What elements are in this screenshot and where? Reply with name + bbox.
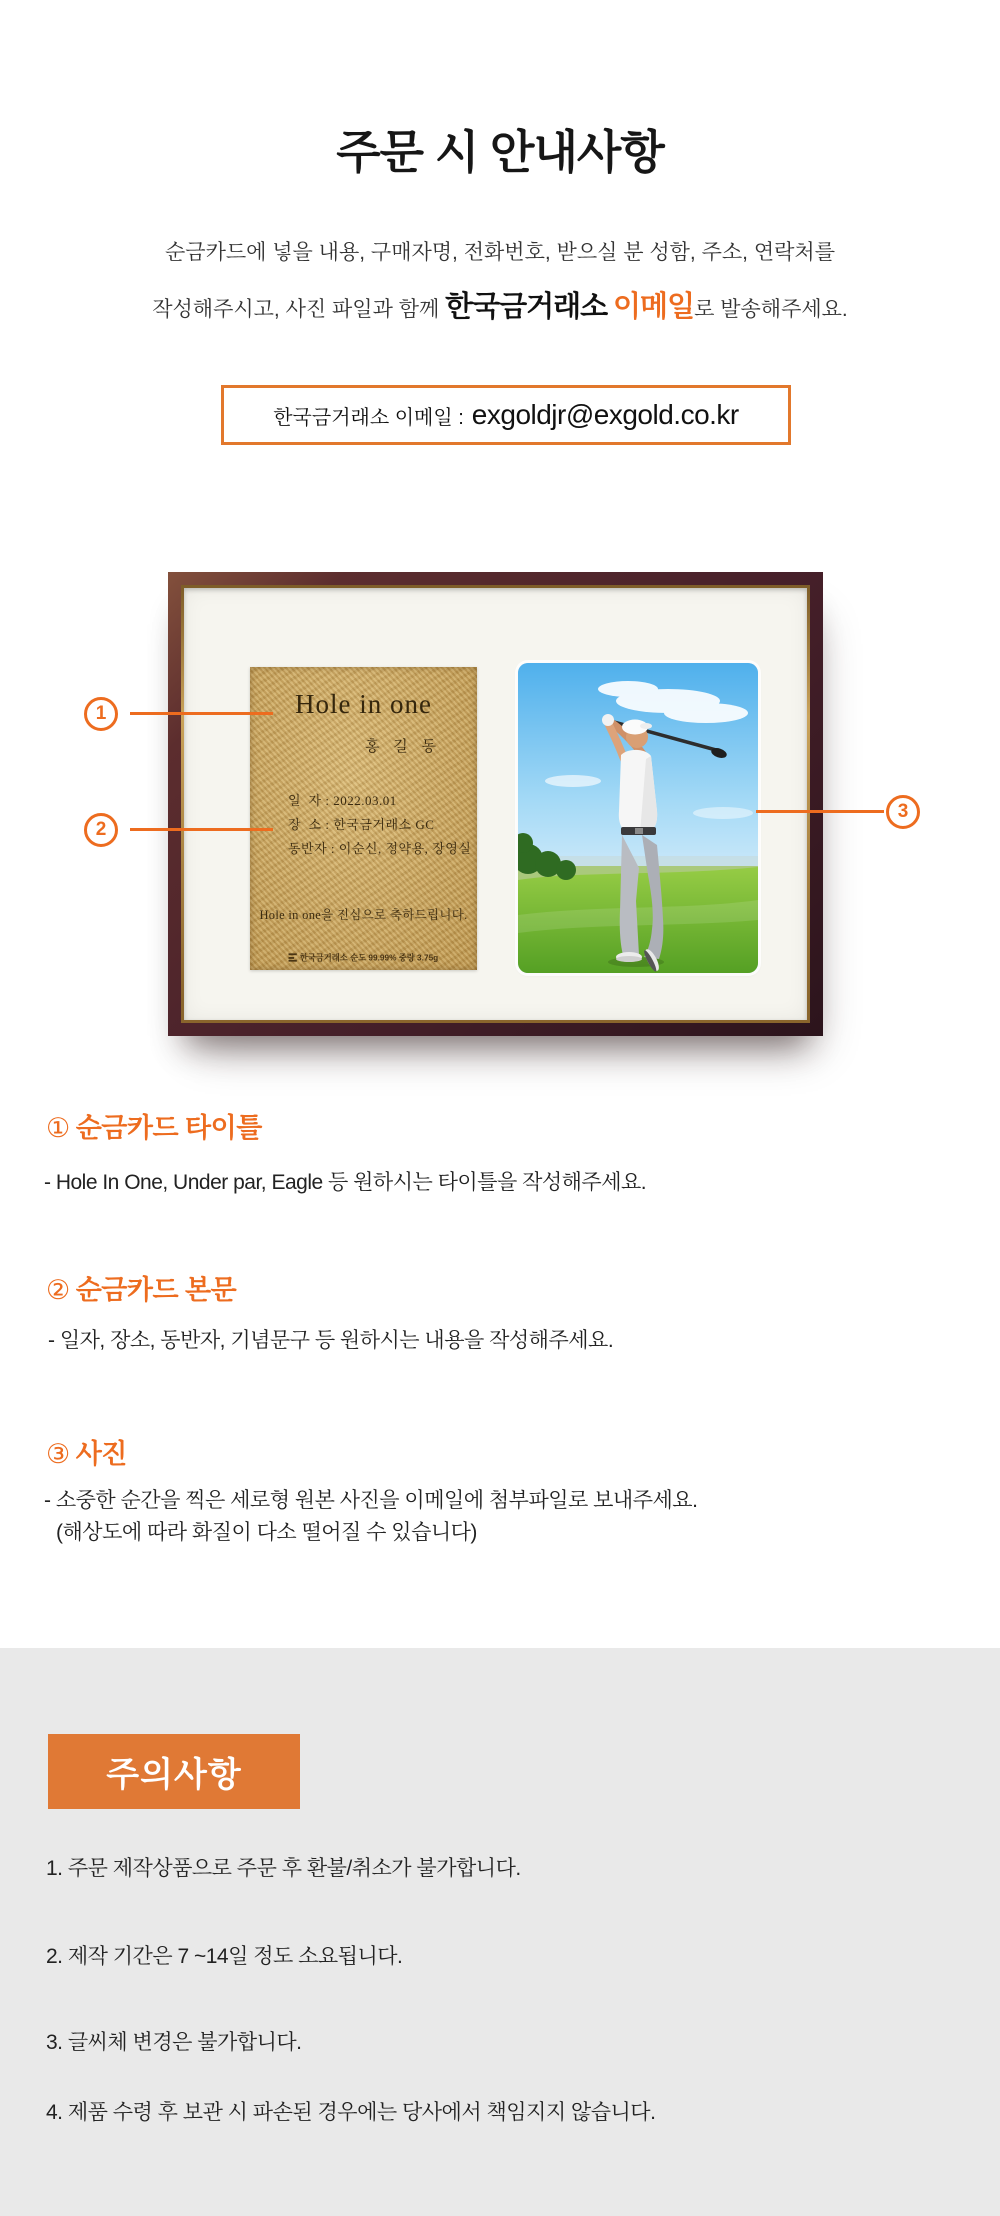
- exgold-logo-icon: [289, 953, 297, 961]
- notice-item-1: 1. 주문 제작상품으로 주문 후 환불/취소가 불가합니다.: [46, 1857, 521, 1880]
- section-3-title: [46, 1432, 127, 1471]
- golfer-photo-illustration: [518, 663, 758, 973]
- notice-item-4: 4. 제품 수령 후 보관 시 파손된 경우에는 당사에서 책임지지 않습니다.: [46, 2101, 656, 2124]
- callout-3-badge: [886, 795, 920, 829]
- section-2-title: [46, 1268, 236, 1307]
- intro-email-highlight: 이메일: [613, 291, 695, 323]
- email-address: exgoldjr@exgold.co.kr: [471, 399, 739, 430]
- gold-card-companions-line: 동반자 : 이순신, 정약용, 장영실: [288, 841, 472, 856]
- gold-card-congrats: Hole in one을 진심으로 축하드립니다.: [259, 908, 468, 922]
- intro-line-2: [0, 284, 1000, 325]
- golfer-photo: [518, 663, 758, 973]
- section-1-title: [46, 1106, 262, 1145]
- gold-card-title: Hole in one: [295, 689, 432, 719]
- email-address-box: [221, 385, 791, 445]
- section-1-number-icon: ①: [46, 1113, 70, 1143]
- section-3-description-line2: (해상도에 따라 화질이 다소 떨어질 수 있습니다): [56, 1521, 477, 1544]
- section-3-description-line1: - 소중한 순간을 찍은 세로형 원본 사진을 이메일에 첨부파일로 보내주세요.: [44, 1489, 698, 1512]
- callout-3-line: [756, 810, 884, 813]
- notice-item-2: 2. 제작 기간은 7 ~14일 정도 소요됩니다.: [46, 1945, 403, 1968]
- gold-card-footer-text: 한국금거래소 순도 99.99% 중량 3.75g: [299, 953, 439, 963]
- callout-2-line: [130, 828, 273, 831]
- gold-card-place-line: 장 소 : 한국금거래소 GC: [288, 817, 435, 832]
- gold-card-name: 홍 길 동: [365, 739, 441, 755]
- notice-title-box: [48, 1734, 300, 1809]
- intro-brand-text: 한국금거래소: [445, 291, 608, 323]
- section-2-number-icon: ②: [46, 1275, 70, 1305]
- gold-card-footer: [259, 952, 468, 964]
- section-2-title-text: 순금카드 본문: [75, 1275, 237, 1305]
- page-title: 주문 시 안내사항: [336, 126, 664, 178]
- notice-item-3: 3. 글씨체 변경은 불가합니다.: [46, 2031, 302, 2054]
- section-1-title-text: 순금카드 타이틀: [75, 1113, 262, 1143]
- section-2-description: - 일자, 장소, 동반자, 기념문구 등 원하시는 내용을 작성해주세요.: [48, 1329, 614, 1352]
- intro-line2-suffix: 로 발송해주세요.: [694, 298, 848, 321]
- gold-card: [250, 667, 477, 970]
- callout-1-line: [130, 712, 273, 715]
- intro-line-1: 순금카드에 넣을 내용, 구매자명, 전화번호, 받으실 분 성함, 주소, 연락처를: [165, 241, 835, 264]
- intro-line2-prefix: 작성해주시고, 사진 파일과 함께: [152, 298, 446, 321]
- product-frame-image: [168, 572, 823, 1036]
- callout-2-badge: [84, 813, 118, 847]
- section-1-description: - Hole In One, Under par, Eagle 등 원하시는 타이틀을 작성해주세요.: [44, 1171, 647, 1194]
- gold-card-date-line: 일 자 : 2022.03.01: [288, 793, 397, 808]
- gold-card-body: [288, 789, 471, 861]
- section-3-number-icon: ③: [46, 1439, 70, 1469]
- callout-1-badge: [84, 697, 118, 731]
- callout-3-number: 3: [897, 801, 909, 822]
- callout-2-number: 2: [95, 819, 107, 840]
- email-box-label: 한국금거래소 이메일 :: [273, 406, 464, 429]
- section-3-title-text: 사진: [75, 1439, 127, 1469]
- notice-title-text: 주의사항: [106, 1756, 242, 1794]
- callout-1-number: 1: [95, 703, 107, 724]
